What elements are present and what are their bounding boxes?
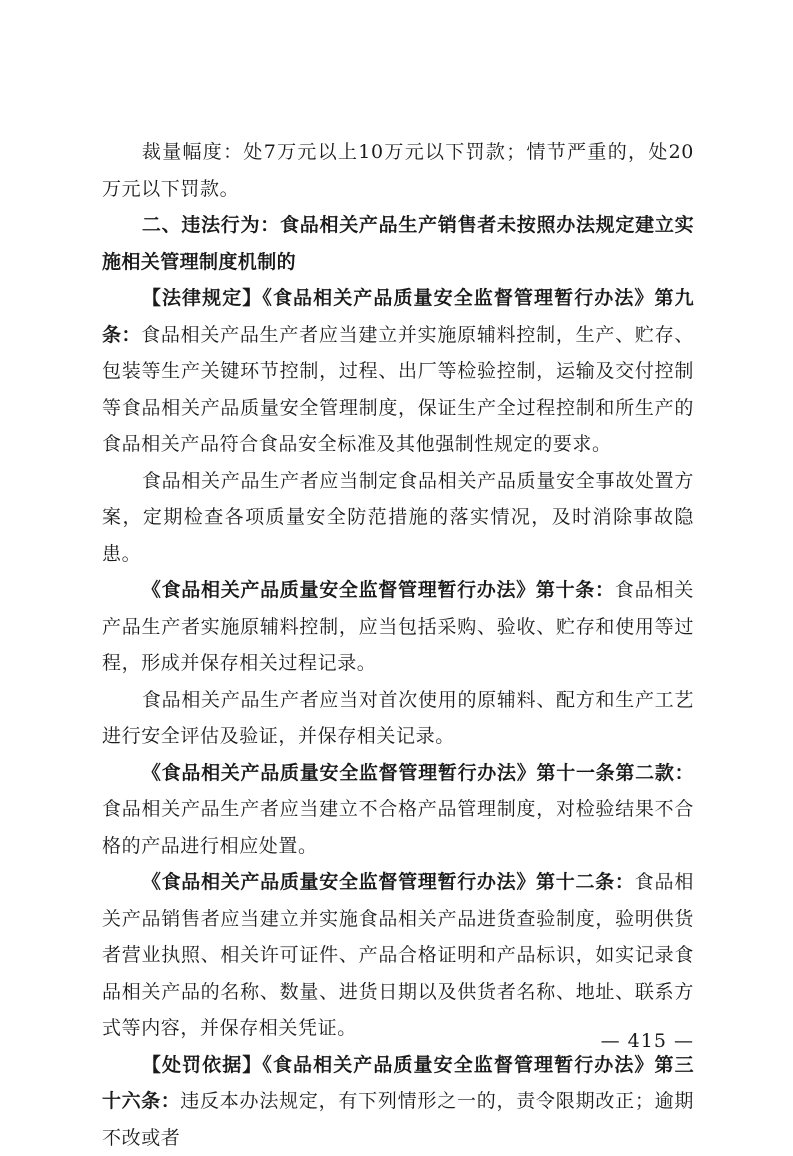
provision-lead: 《食品相关产品质量安全监督管理暂行办法》第十一条第二款： xyxy=(142,762,694,784)
paragraph-penalty-basis xyxy=(102,1047,694,1156)
provision-lead: 【法律规定】《食品相关产品质量安全监督管理暂行办法》第九条： xyxy=(102,287,694,346)
provision-body: 食品相关产品销售者应当建立并实施食品相关产品进货查验制度，验明供货者营业执照、相关许可证件、产品合格证明和产品标识，如实记录食品相关产品的名称、数量、进货日期以及供货者名称、地址、联系方式等内容，并保存相关凭证。 xyxy=(102,871,694,1039)
paragraph-art9-second xyxy=(102,463,694,573)
provision-lead: 【处罚依据】《食品相关产品质量安全监督管理暂行办法》第三十六条： xyxy=(102,1054,694,1113)
paragraph-text: 裁量幅度：处7万元以上10万元以下罚款；情节严重的，处20万元以下罚款。 xyxy=(102,141,694,200)
paragraph-legal-provision-art9 xyxy=(102,280,694,463)
paragraph-text: 食品相关产品生产者应当制定食品相关产品质量安全事故处置方案，定期检查各项质量安全防范措施的落实情况，及时消除事故隐患。 xyxy=(102,470,694,565)
page-number: — 415 — xyxy=(560,1030,694,1052)
provision-lead: 《食品相关产品质量安全监督管理暂行办法》第十条： xyxy=(142,579,615,601)
paragraph-art10 xyxy=(102,572,694,682)
body-text xyxy=(102,134,694,1156)
paragraph-art10-second xyxy=(102,682,694,755)
section-heading xyxy=(102,207,694,280)
provision-body: 食品相关产品生产者实施原辅料控制，应当包括采购、验收、贮存和使用等过程，形成并保存相关过程记录。 xyxy=(102,579,694,674)
provision-lead: 《食品相关产品质量安全监督管理暂行办法》第十二条： xyxy=(142,871,635,893)
paragraph-art11 xyxy=(102,755,694,865)
provision-body: 食品相关产品生产者应当建立不合格产品管理制度，对检验结果不合格的产品进行相应处置。 xyxy=(102,798,694,857)
provision-body: 食品相关产品生产者应当建立并实施原辅料控制，生产、贮存、包装等生产关键环节控制，过程、出厂等检验控制，运输及交付控制等食品相关产品质量安全管理制度，保证生产全过程控制和所生产的食品相关产品符合食品安全标准及其他强制性规定的要求。 xyxy=(102,324,694,456)
paragraph-text: 食品相关产品生产者应当对首次使用的原辅料、配方和生产工艺进行安全评估及验证，并保存相关记录。 xyxy=(102,689,694,748)
section-heading-text: 二、违法行为：食品相关产品生产销售者未按照办法规定建立实施相关管理制度机制的 xyxy=(102,214,694,273)
paragraph-discretion-range xyxy=(102,134,694,207)
paragraph-art12 xyxy=(102,864,694,1047)
provision-body: 违反本办法规定，有下列情形之一的，责令限期改正；逾期不改或者 xyxy=(102,1090,694,1149)
